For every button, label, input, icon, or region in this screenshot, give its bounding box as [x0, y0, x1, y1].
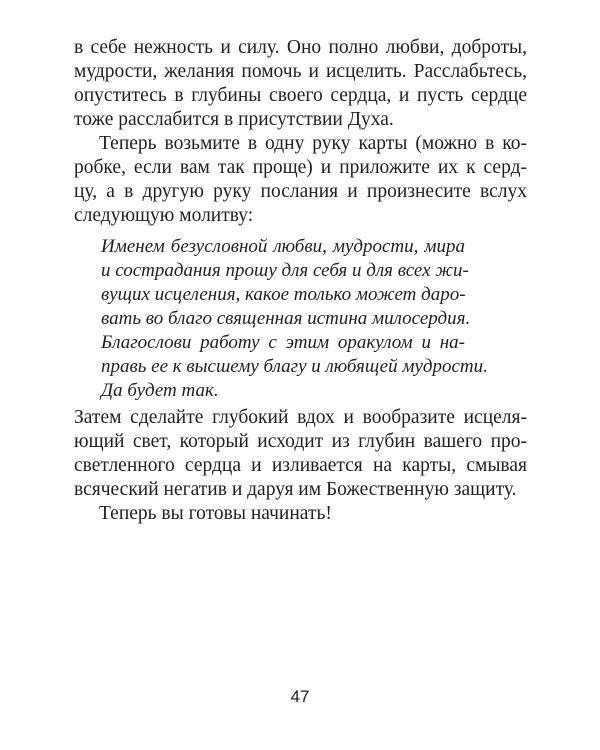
text-line: цу, а в другую руку послания и произнесите вслух — [74, 181, 527, 202]
text-line: Теперь вы готовы начинать! — [99, 503, 332, 524]
text-line: ющий свет, который исходит из глубин вашего про- — [74, 431, 527, 452]
text-line: светленного сердца и изливается на карты, смывая — [74, 455, 527, 476]
prayer-line: правь ее к высшему благу и любящей мудрости. — [101, 356, 488, 377]
prayer-line: Благослови работу с этим оракулом и на- — [101, 332, 465, 353]
prayer-line: Именем безусловной любви, мудрости, мира — [101, 236, 465, 257]
text-line: Теперь возьмите в одну руку карты (можно в ко- — [99, 133, 527, 154]
text-line: Затем сделайте глубокий вдох и вообразите исцеля- — [74, 407, 527, 428]
text-line: всяческий негатив и даруя им Божественную защиту. — [74, 479, 517, 500]
text-line: тоже расслабится в присутствии Духа. — [74, 109, 394, 130]
prayer-line: Да будет так. — [101, 380, 219, 401]
body-text-top — [74, 36, 527, 228]
text-line: мудрости, желания помочь и исцелить. Расслабьтесь, — [74, 61, 527, 82]
text-line: в себе нежность и силу. Оно полно любви, доброты, — [74, 37, 527, 58]
body-text-bottom — [74, 406, 527, 526]
text-line: опуститесь в глубины своего сердца, и пусть сердце — [74, 85, 527, 106]
prayer-line: вущих исцеления, какое только может даро- — [101, 284, 466, 305]
page-number: 47 — [290, 687, 310, 706]
text-line: следующую молитву: — [74, 205, 254, 226]
prayer-quote — [101, 235, 488, 403]
prayer-line: и сострадания прошу для себя и для всех жи- — [101, 260, 469, 281]
prayer-line: вать во благо священная истина милосердия. — [101, 308, 471, 329]
text-line: робке, если вам так проще) и приложите их к серд- — [74, 157, 527, 178]
